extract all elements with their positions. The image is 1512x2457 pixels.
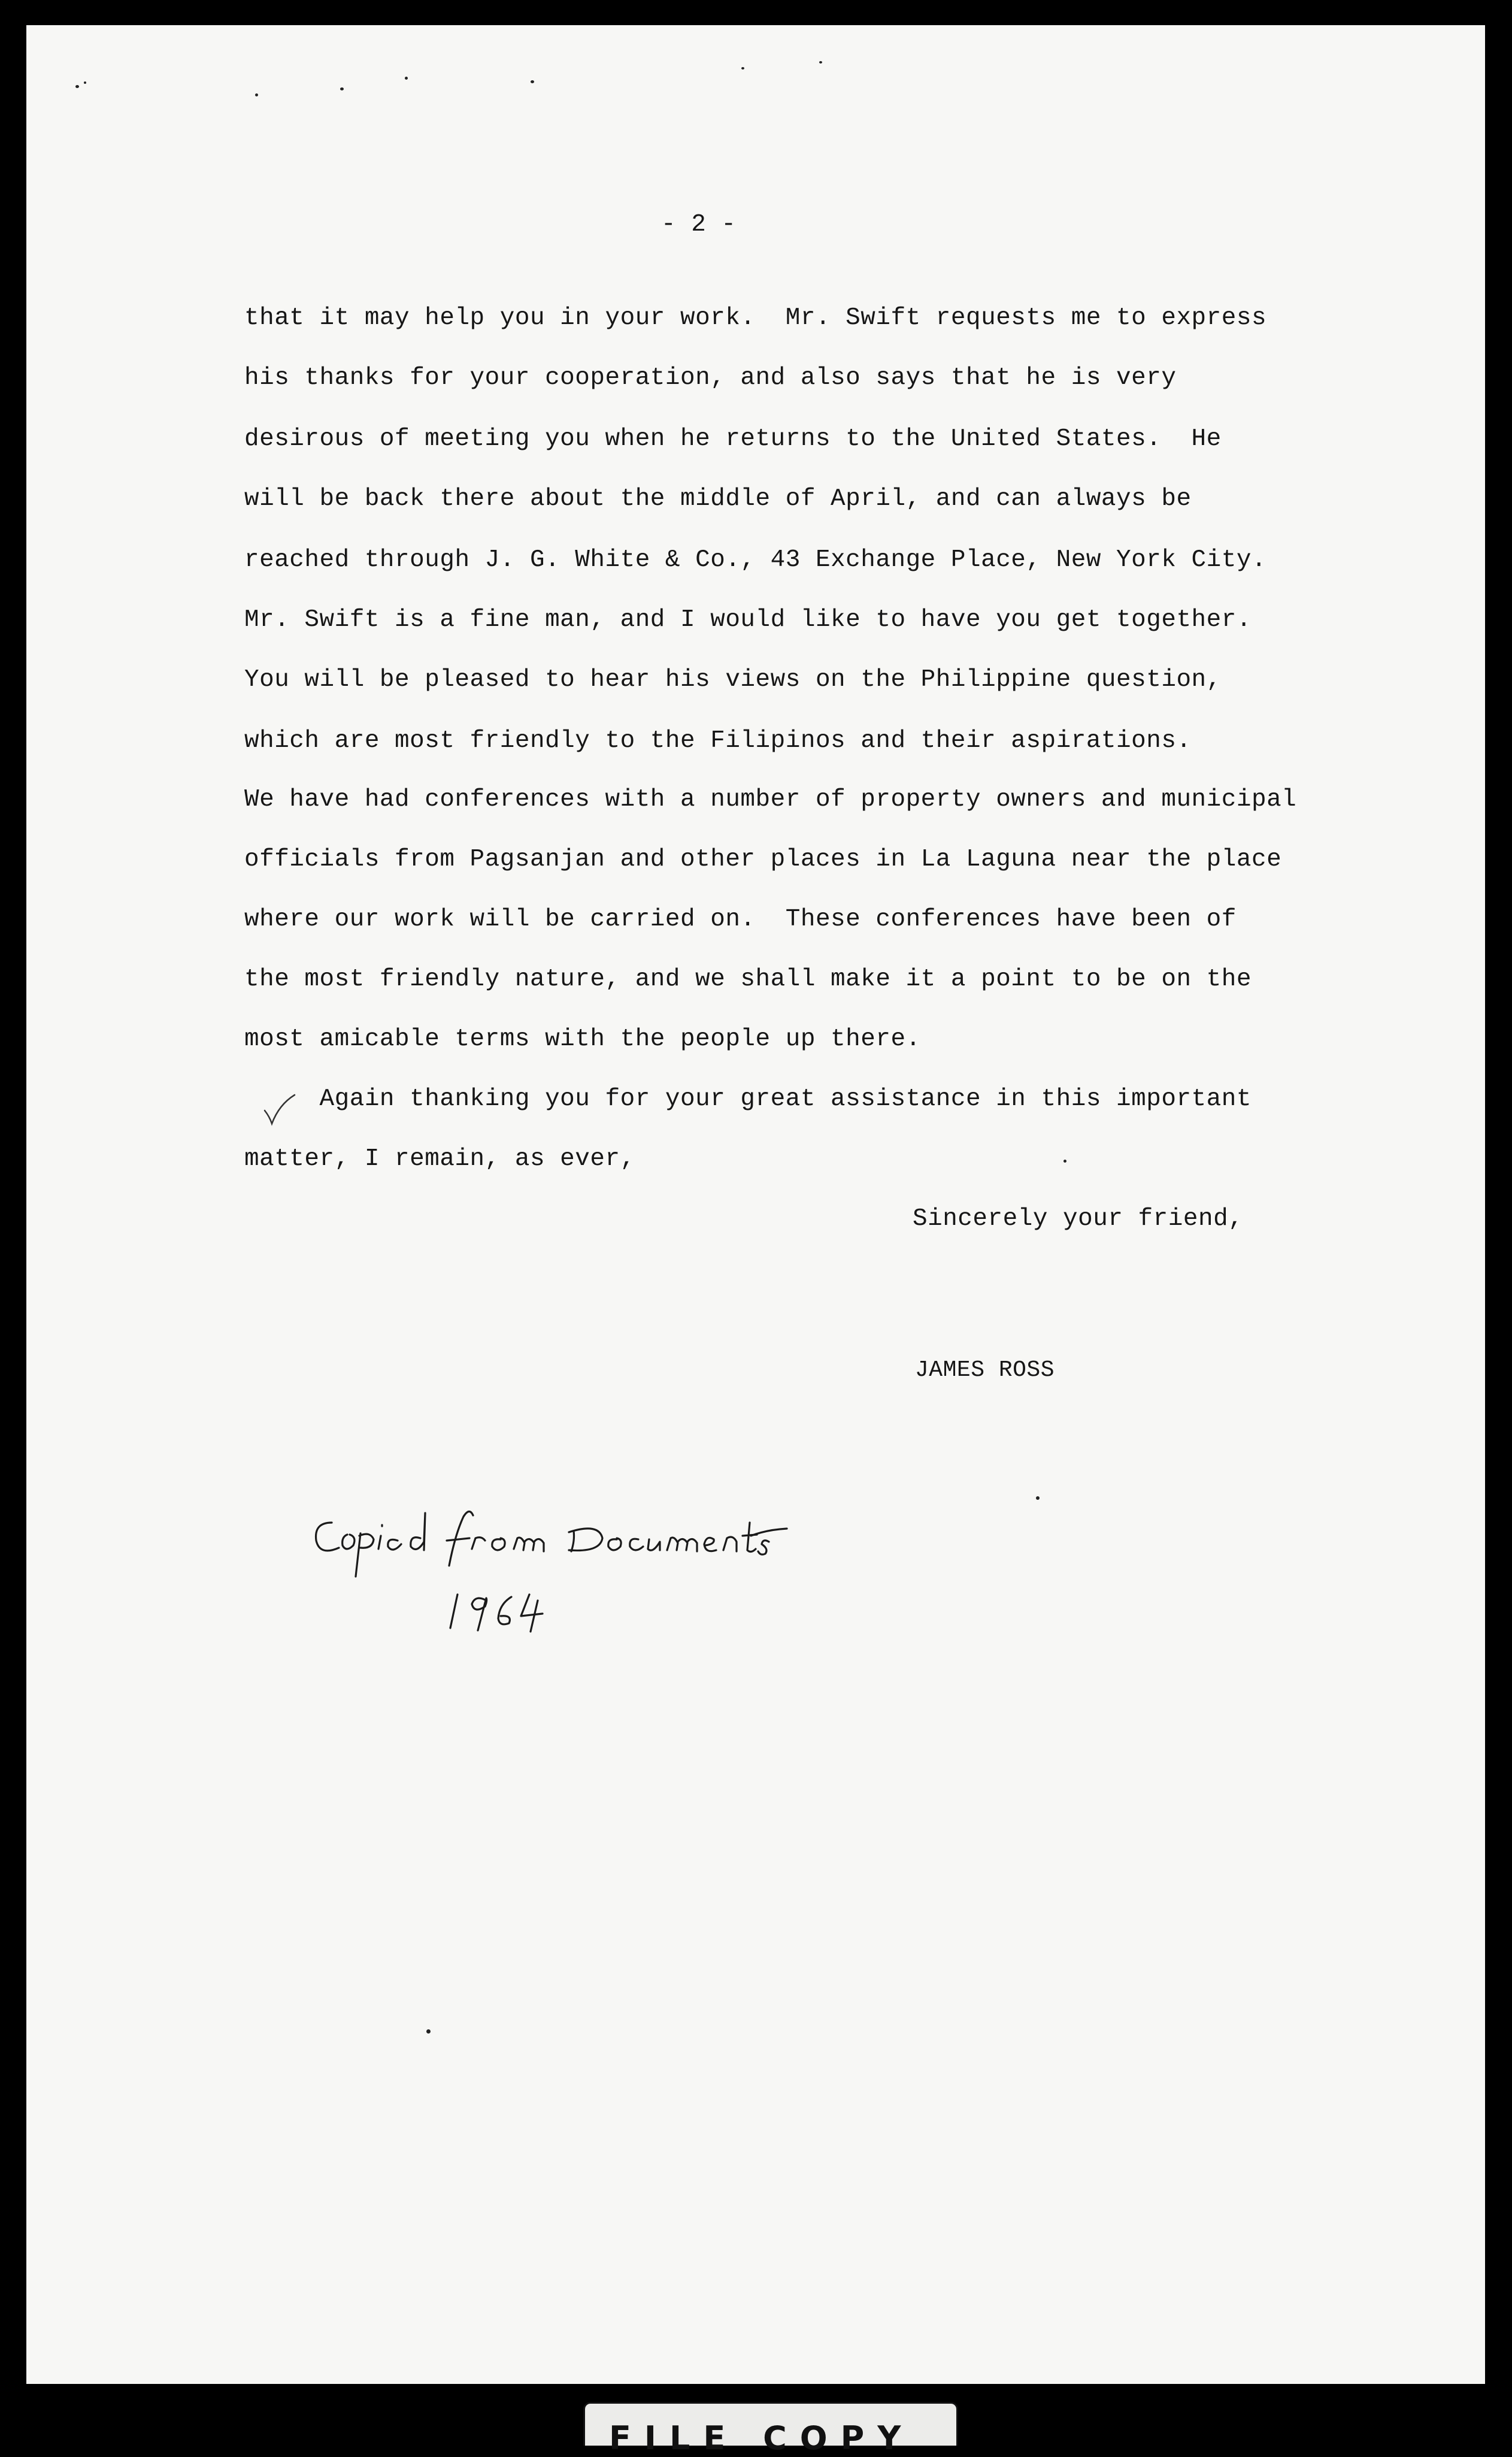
- body-line: the most friendly nature, and we shall make it a point to be on the: [244, 966, 1252, 993]
- document-page: [26, 25, 1485, 2457]
- body-line: where our work will be carried on. These conferences have been of: [244, 906, 1237, 933]
- scan-speck: [741, 67, 744, 69]
- scan-speck: [84, 81, 86, 84]
- signature-name: JAMES ROSS: [915, 1357, 1055, 1383]
- closing-salutation: Sincerely your friend,: [913, 1205, 1244, 1233]
- body-line: that it may help you in your work. Mr. Swift requests me to express: [244, 304, 1267, 332]
- body-line: We have had conferences with a number of property owners and municipal: [244, 786, 1297, 813]
- scan-speck: [255, 93, 258, 96]
- scan-speck: [426, 2029, 431, 2034]
- scan-speck: [1036, 1496, 1040, 1500]
- handwritten-annotation: [308, 1499, 799, 1654]
- scan-speck: [1063, 1160, 1066, 1163]
- page-number: - 2 -: [661, 211, 737, 238]
- body-line: desirous of meeting you when he returns to the United States. He: [244, 425, 1222, 453]
- body-line: Mr. Swift is a fine man, and I would like to have you get together.: [244, 606, 1252, 634]
- scan-speck: [531, 80, 534, 83]
- scan-speck: [75, 85, 79, 88]
- body-line: his thanks for your cooperation, and also says that he is very: [244, 364, 1177, 392]
- body-line: You will be pleased to hear his views on the Philippine question,: [244, 666, 1222, 694]
- body-line: which are most friendly to the Filipinos and their aspirations.: [244, 727, 1192, 755]
- body-line: officials from Pagsanjan and other places in La Laguna near the place: [244, 846, 1282, 873]
- file-copy-stamp: [583, 2402, 958, 2457]
- stamp-text: FILE COPY: [609, 2419, 914, 2457]
- body-line: Again thanking you for your great assistance in this important: [244, 1085, 1252, 1113]
- body-line: will be back there about the middle of April, and can always be: [244, 485, 1192, 513]
- scan-speck: [340, 87, 344, 90]
- body-line: reached through J. G. White & Co., 43 Exchange Place, New York City.: [244, 546, 1267, 574]
- body-line: most amicable terms with the people up there.: [244, 1025, 921, 1053]
- scan-speck: [405, 77, 408, 80]
- scan-speck: [819, 61, 822, 63]
- body-line: matter, I remain, as ever,: [244, 1145, 635, 1173]
